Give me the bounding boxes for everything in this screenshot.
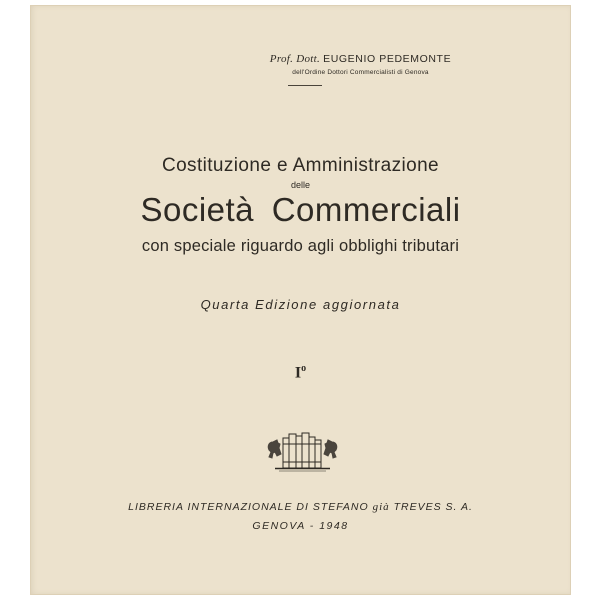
author-affiliation: dell'Ordine Dottori Commercialisti di Genova — [292, 69, 429, 76]
author-prefix: Prof. Dott. — [269, 53, 321, 65]
divider-rule — [288, 85, 322, 86]
volume-ordinal: o — [301, 363, 307, 374]
publisher-name — [30, 501, 571, 513]
title-connector: delle — [290, 180, 310, 190]
publisher-gia: già — [372, 501, 390, 513]
volume-number — [30, 363, 571, 382]
author-line — [90, 53, 600, 65]
publisher-name-after: TREVES S. A. — [393, 501, 473, 513]
volume-numeral: I — [294, 364, 302, 382]
title-subtitle: con speciale riguardo agli obblighi tributari — [141, 237, 460, 255]
title-page — [30, 5, 571, 595]
edition-statement: Quarta Edizione aggiornata — [200, 297, 401, 312]
author-name: EUGENIO PEDEMONTE — [323, 53, 452, 65]
publisher-emblem-icon — [265, 420, 340, 475]
title-line-1: Costituzione e Amministrazione — [161, 155, 440, 176]
publisher-name-before: LIBRERIA INTERNAZIONALE DI STEFANO — [128, 501, 369, 513]
publisher-city-year: GENOVA - 1948 — [252, 520, 349, 532]
title-main: Società Commerciali — [140, 191, 461, 228]
